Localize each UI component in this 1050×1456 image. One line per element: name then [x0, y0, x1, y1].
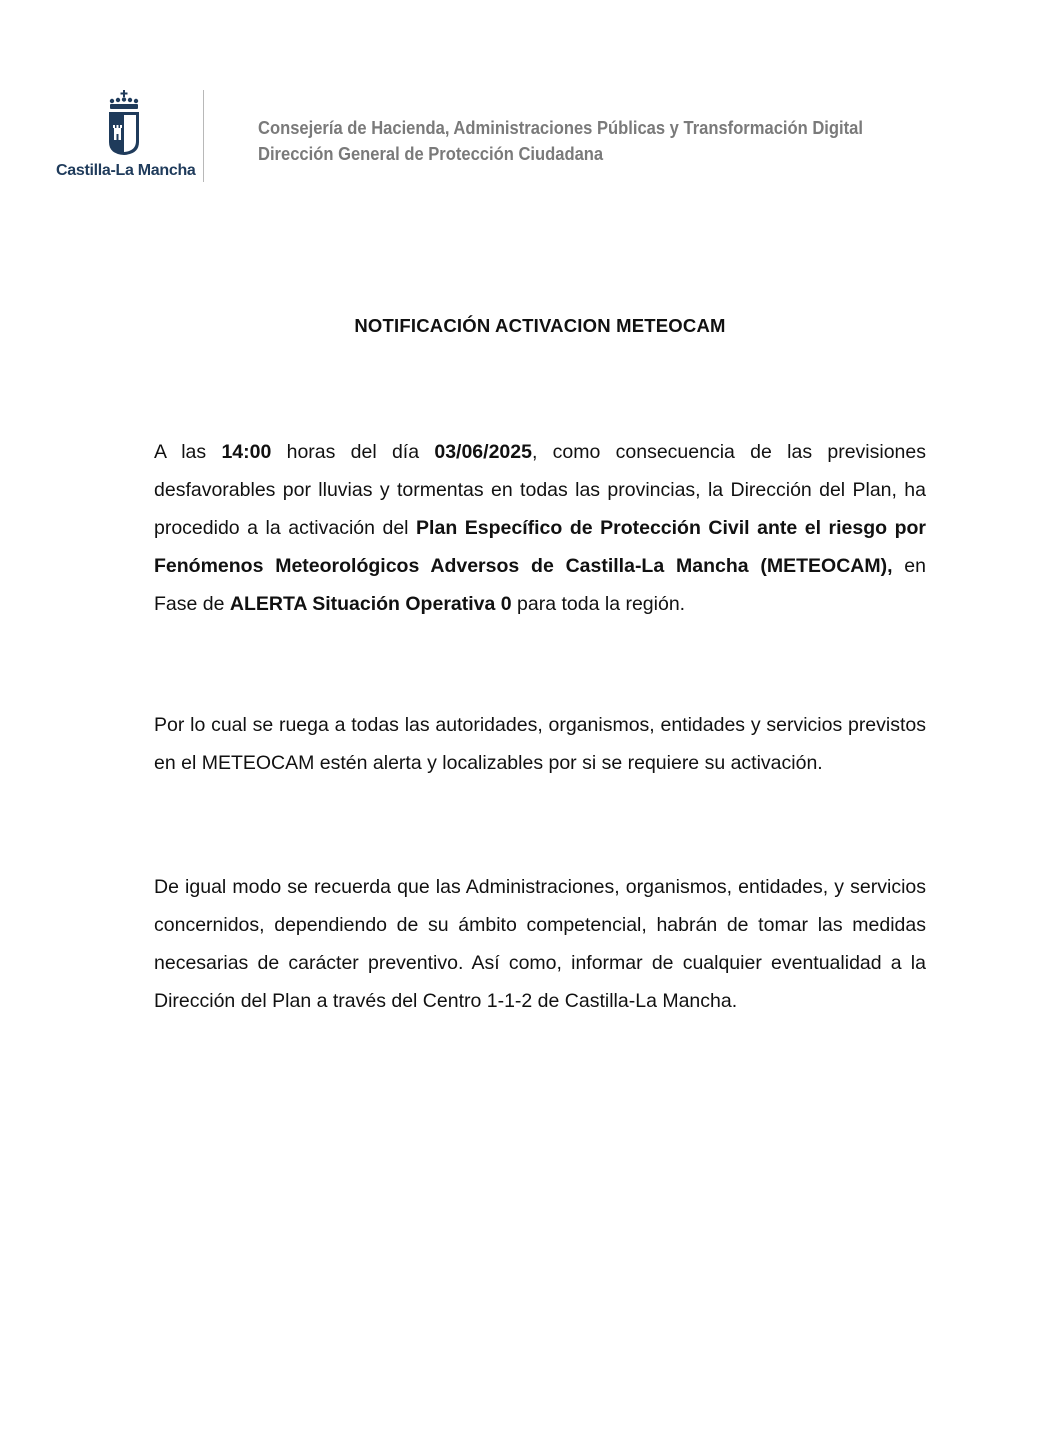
directorate-name: Dirección General de Protección Ciudadana: [258, 144, 604, 164]
alert-phase: ALERTA Situación Operativa 0: [229, 593, 512, 615]
paragraph-reminder: De igual modo se recuerda que las Administraciones, organismos, entidades, y servicios concernidos, dependiendo de su ámbito competencial, habrán de tomar las medidas necesarias de carácter preventivo. Así como, informar de cualquier eventualidad a la Dirección del Plan a través del Centro 1-1-2 de Castilla-La Mancha.: [154, 876, 926, 1012]
plan-name: Plan Específico de Protección Civil ante el riesgo por Fenómenos Meteorológicos Adversos de Castilla-La Mancha (METEOCAM),: [154, 517, 926, 577]
castilla-la-mancha-emblem-icon: [104, 90, 144, 156]
department-block: [258, 115, 916, 167]
header-divider: [203, 90, 204, 182]
text-segment: en Fase de: [154, 555, 926, 615]
activation-date: 03/06/2025: [434, 441, 532, 463]
paragraph-activation: [154, 433, 926, 623]
paragraph-request: Por lo cual se ruega a todas las autoridades, organismos, entidades y servicios previstos en el METEOCAM estén alerta y localizables por si se requiere su activación.: [154, 714, 926, 774]
logo-wordmark: Castilla-La Mancha: [56, 162, 196, 179]
text-segment: A las: [154, 441, 222, 463]
castilla-la-mancha-logo: [56, 90, 198, 182]
department-name: Consejería de Hacienda, Administraciones Públicas y Transformación Digital: [258, 118, 863, 138]
text-segment: , como consecuencia de las previsiones desfavorables por lluvias y tormentas en todas las provincias, la Dirección del Plan, ha procedido a la activación del: [154, 441, 926, 539]
letterhead: [0, 0, 1050, 200]
document-title: NOTIFICACIÓN ACTIVACION METEOCAM: [354, 315, 726, 336]
activation-time: 14:00: [221, 441, 272, 463]
text-segment: para toda la región.: [511, 593, 686, 615]
text-segment: horas del día: [271, 441, 435, 463]
